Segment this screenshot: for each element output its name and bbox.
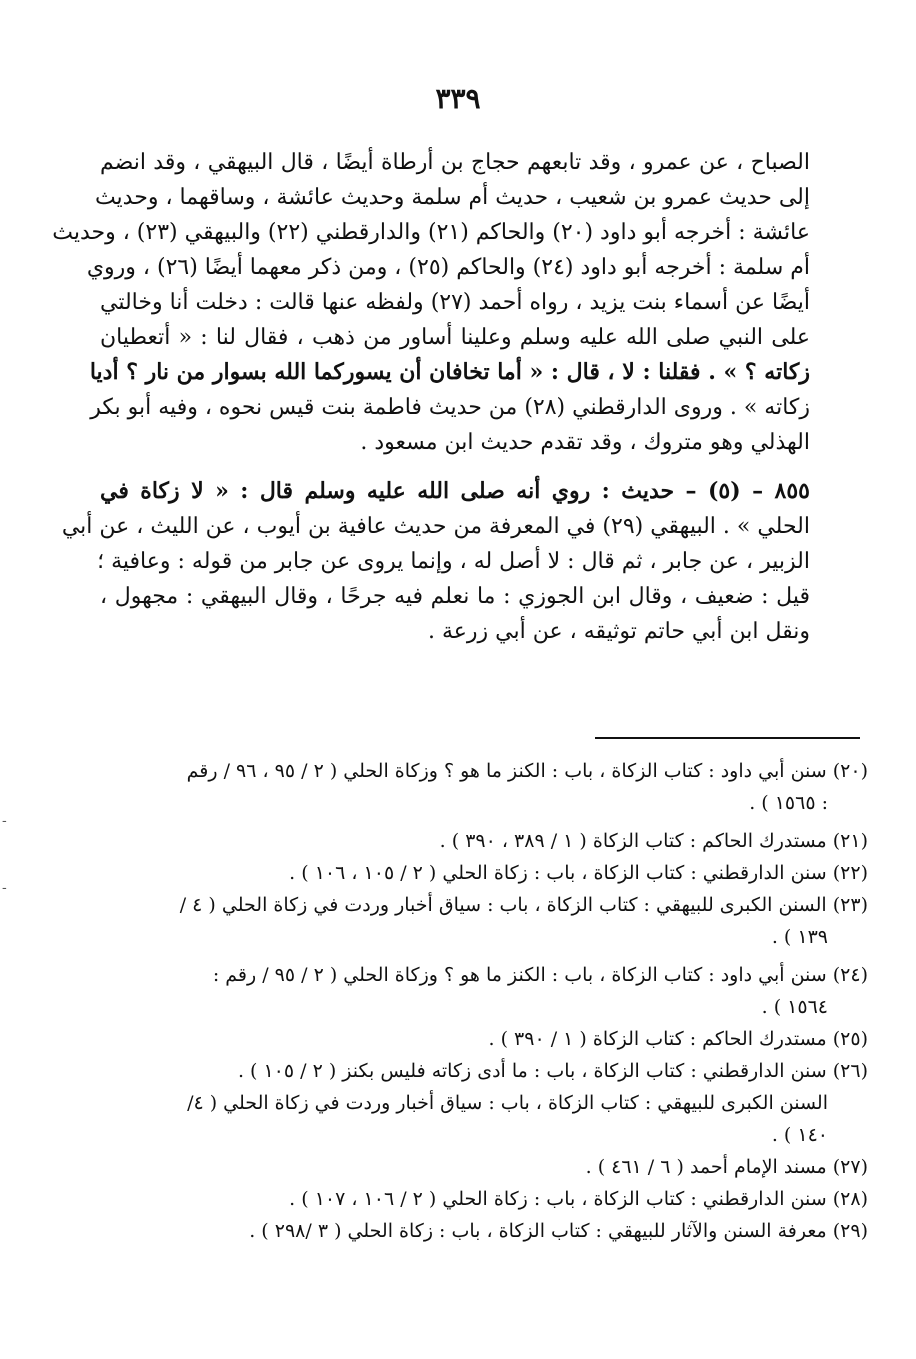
paragraph-1	[52, 145, 810, 460]
text-line: إلى حديث عمرو بن شعيب ، حديث أم سلمة وحديث عائشة ، وساقهما ، وحديث	[94, 185, 810, 210]
text-line: الهذلي وهو متروك ، وقد تقدم حديث ابن مسعود .	[360, 430, 810, 455]
footnote-line: ١٤٠ ) .	[771, 1124, 828, 1146]
text-line: أيضًا عن أسماء بنت يزيد ، رواه أحمد (٢٧) ولفظه عنها قالت : دخلت أنا وخالتي	[100, 290, 810, 315]
text-line: زكاته ؟ » . فقلنا : لا ، قال : « أما تخافان أن يسوركما الله بسوار من نار ؟ أديا	[89, 359, 810, 385]
margin-mark: -	[2, 813, 7, 829]
footnote-24	[100, 959, 868, 1023]
footnote-line: (٢٨) سنن الدارقطني : كتاب الزكاة ، باب : زكاة الحلي ( ٢ / ١٠٦ ، ١٠٧ ) .	[289, 1188, 868, 1210]
main-text	[52, 145, 810, 649]
footnote-line: (٢٣) السنن الكبرى للبيهقي : كتاب الزكاة ، باب : سياق أخبار وردت في زكاة الحلي ( ٤ /	[179, 894, 868, 916]
footnote-line: ١٣٩ ) .	[771, 926, 828, 948]
footnote-25	[100, 1023, 868, 1055]
page-number: ٣٣٩	[435, 82, 481, 115]
text-line: على النبي صلى الله عليه وسلم وعلينا أساور من ذهب ، فقال لنا : « أتعطيان	[100, 325, 810, 350]
footnote-26	[100, 1055, 868, 1151]
footnote-line: (٢٠) سنن أبي داود : كتاب الزكاة ، باب : الكنز ما هو ؟ وزكاة الحلي ( ٢ / ٩٥ ، ٩٦ / رقم	[186, 760, 868, 782]
text-line: زكاته » . وروى الدارقطني (٢٨) من حديث فاطمة بنت قيس نحوه ، وفيه أبو بكر	[90, 395, 810, 420]
footnote-20	[100, 755, 868, 819]
footnote-27	[100, 1151, 868, 1183]
footnote-23	[100, 889, 868, 953]
text-line: قيل : ضعيف ، وقال ابن الجوزي : ما نعلم فيه جرحًا ، وقال البيهقي : مجهول ،	[100, 584, 810, 609]
footnote-21	[100, 825, 868, 857]
text-line: الحلي » . البيهقي (٢٩) في المعرفة من حديث عافية بن أيوب ، عن الليث ، عن أبي	[61, 514, 810, 539]
footnote-line: (٢٤) سنن أبي داود : كتاب الزكاة ، باب : الكنز ما هو ؟ وزكاة الحلي ( ٢ / ٩٥ / رقم :	[212, 964, 868, 986]
footnote-line: : ١٥٦٥ ) .	[749, 792, 828, 814]
footnote-22	[100, 857, 868, 889]
footnote-line: (٢٦) سنن الدارقطني : كتاب الزكاة ، باب : ما أدى زكاته فليس بكنز ( ٢ / ١٠٥ ) .	[237, 1060, 868, 1082]
footnote-line: السنن الكبرى للبيهقي : كتاب الزكاة ، باب : سياق أخبار وردت في زكاة الحلي ( ٤/	[187, 1092, 828, 1114]
text-line: ونقل ابن أبي حاتم توثيقه ، عن أبي زرعة .	[428, 619, 810, 644]
footnote-28	[100, 1183, 868, 1215]
footnotes	[100, 755, 868, 1247]
footnote-line: (٢٢) سنن الدارقطني : كتاب الزكاة ، باب : زكاة الحلي ( ٢ / ١٠٥ ، ١٠٦ ) .	[289, 862, 868, 884]
footnote-separator	[595, 737, 860, 739]
footnote-line: (٢٧) مسند الإمام أحمد ( ٦ / ٤٦١ ) .	[585, 1156, 868, 1178]
footnote-line: (٢٩) معرفة السنن والآثار للبيهقي : كتاب الزكاة ، باب : زكاة الحلي ( ٣ /٢٩٨ ) .	[249, 1220, 868, 1242]
footnote-line: (٢٥) مستدرك الحاكم : كتاب الزكاة ( ١ / ٣٩٠ ) .	[488, 1028, 868, 1050]
footnote-line: (٢١) مستدرك الحاكم : كتاب الزكاة ( ١ / ٣٨٩ ، ٣٩٠ ) .	[439, 830, 868, 852]
hadith-heading-line: ٨٥٥ – (٥) – حديث : روي أنه صلى الله عليه وسلم قال : « لا زكاة في	[100, 478, 810, 504]
margin-mark: -	[2, 880, 7, 896]
text-line: الصباح ، عن عمرو ، وقد تابعهم حجاج بن أرطاة أيضًا ، قال البيهقي ، وقد انضم	[100, 150, 810, 175]
footnote-line: ١٥٦٤ ) .	[761, 996, 828, 1018]
footnote-29	[100, 1215, 868, 1247]
text-line: أم سلمة : أخرجه أبو داود (٢٤) والحاكم (٢٥) ، ومن ذكر معهما أيضًا (٢٦) ، وروي	[86, 255, 810, 280]
text-line: عائشة : أخرجه أبو داود (٢٠) والحاكم (٢١) والدارقطني (٢٢) والبيهقي (٢٣) ، وحديث	[52, 220, 810, 245]
paragraph-2-hadith-855	[61, 474, 810, 649]
text-line: الزبير ، عن جابر ، ثم قال : لا أصل له ، وإنما يروى عن جابر من قوله : وعافية ؛	[97, 549, 810, 574]
